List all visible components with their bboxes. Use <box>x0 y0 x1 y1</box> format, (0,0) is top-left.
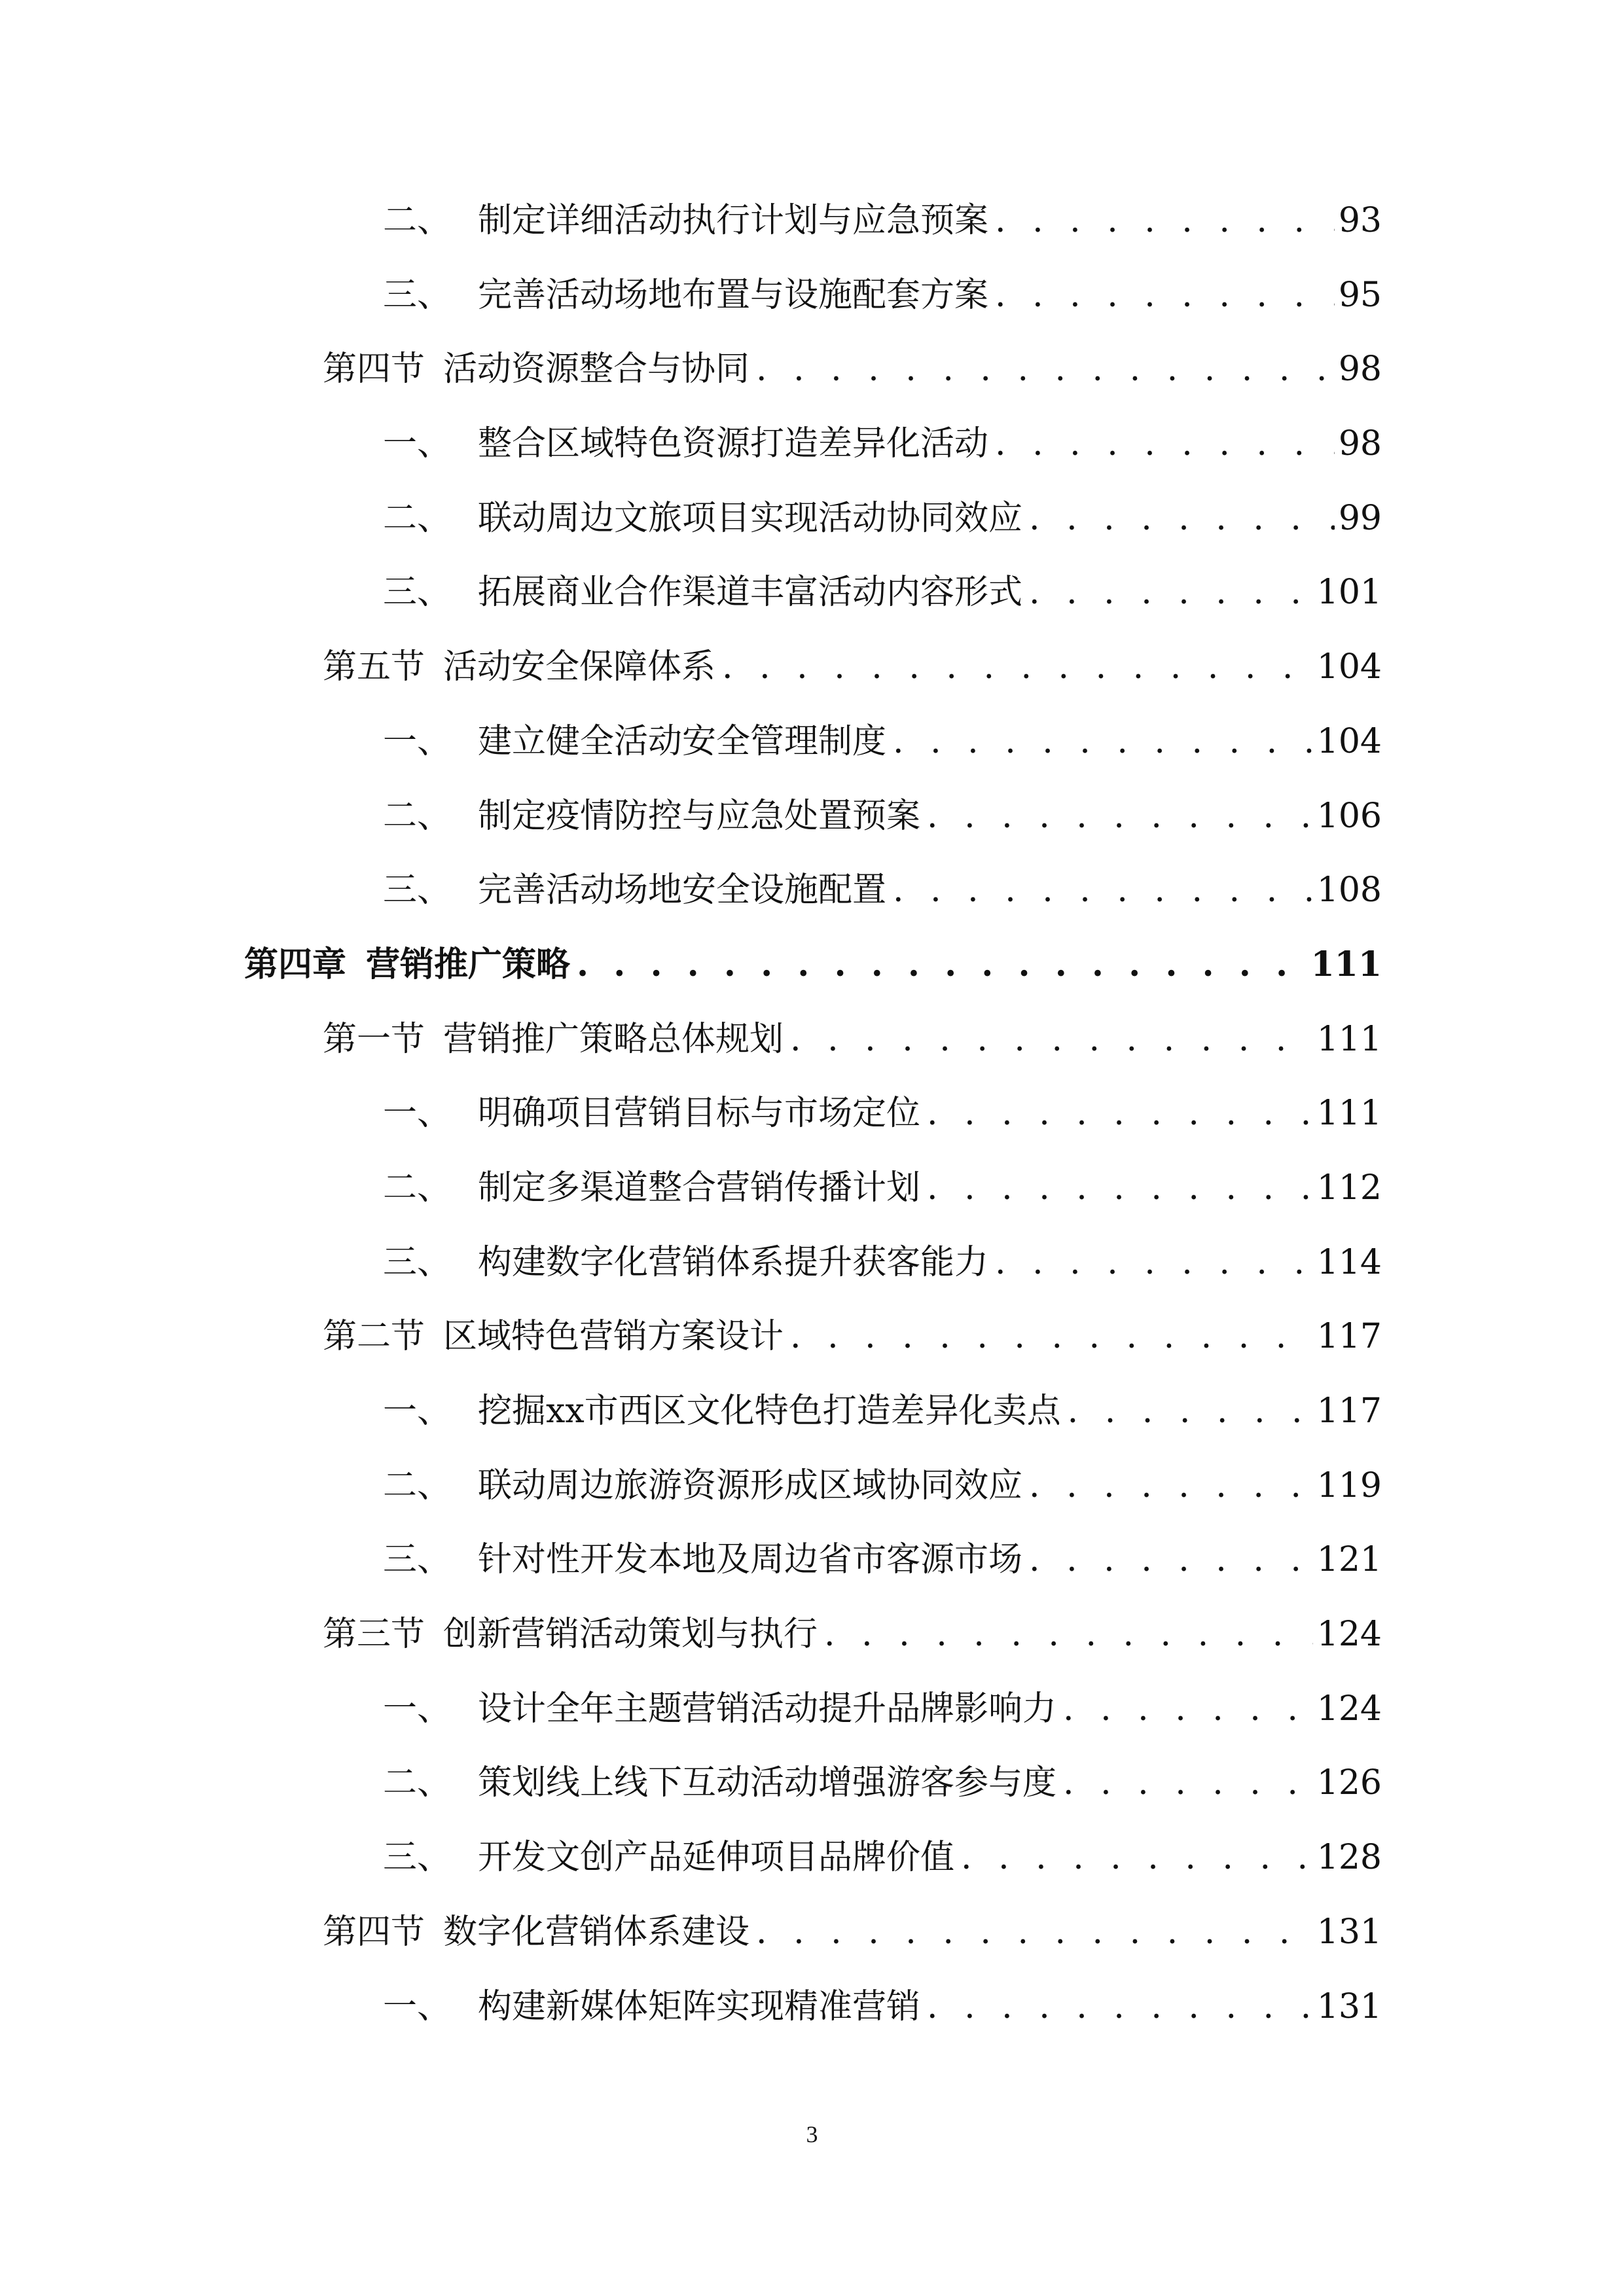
toc-entry-page: 101 <box>1316 573 1382 613</box>
toc-entry-page: 124 <box>1316 1615 1382 1655</box>
toc-entry-page: 119 <box>1316 1465 1382 1505</box>
dot-leader <box>995 266 1335 325</box>
toc-entry-number: 三、 <box>383 870 452 910</box>
toc-entry-number: 三、 <box>383 1540 452 1580</box>
toc-entry-number: 一、 <box>383 424 452 464</box>
toc-entry-title: 完善活动场地安全设施配置 <box>478 870 887 910</box>
toc-entry-page: 124 <box>1316 1689 1382 1729</box>
toc-entry-title: 挖掘xx市西区文化特色打造差异化卖点 <box>478 1391 1061 1431</box>
toc-entry-number: 一、 <box>383 1689 452 1729</box>
toc-entry-page: 99 <box>1338 498 1382 538</box>
toc-row <box>0 1903 1624 1977</box>
toc-entry-number: 三、 <box>383 573 452 613</box>
toc-entry[interactable] <box>383 1753 1382 1812</box>
toc-row <box>0 1010 1624 1085</box>
dot-leader <box>577 935 1307 994</box>
toc-entry-page: 108 <box>1316 870 1382 910</box>
dot-leader <box>756 1903 1313 1962</box>
toc-entry-page: 117 <box>1316 1317 1382 1357</box>
toc-entry[interactable] <box>383 266 1382 325</box>
toc-entry-page: 126 <box>1316 1763 1382 1803</box>
toc-entry-number: 二、 <box>383 201 452 240</box>
toc-section-entry[interactable] <box>323 637 1382 696</box>
toc-entry-title: 开发文创产品延伸项目品牌价值 <box>478 1838 955 1878</box>
dot-leader <box>995 191 1335 250</box>
toc-entry[interactable] <box>383 489 1382 548</box>
toc-entry[interactable] <box>383 1679 1382 1738</box>
toc-entry-number: 二、 <box>383 1465 452 1505</box>
dot-leader <box>995 414 1335 473</box>
dot-leader <box>824 1605 1313 1664</box>
toc-entry-number: 三、 <box>383 1242 452 1282</box>
dot-leader <box>995 1233 1313 1292</box>
toc-entry[interactable] <box>383 1158 1382 1217</box>
dot-leader <box>927 1158 1313 1217</box>
toc-row <box>0 935 1624 1010</box>
toc-entry-title: 设计全年主题营销活动提升品牌影响力 <box>478 1689 1057 1729</box>
toc-row <box>0 1828 1624 1903</box>
toc-entry-page: 121 <box>1316 1540 1382 1580</box>
dot-leader <box>722 637 1313 696</box>
toc-row <box>0 414 1624 489</box>
toc-entry[interactable] <box>383 1084 1382 1143</box>
toc-section-entry[interactable] <box>323 1307 1382 1366</box>
toc-entry[interactable] <box>383 563 1382 622</box>
toc-entry-page: 128 <box>1316 1838 1382 1878</box>
toc-row <box>0 1382 1624 1456</box>
toc-entry-title: 针对性开发本地及周边省市客源市场 <box>478 1540 1023 1580</box>
toc-entry-number: 二、 <box>383 796 452 836</box>
toc-row <box>0 1977 1624 2052</box>
toc-entry-number: 一、 <box>383 721 452 761</box>
dot-leader <box>1029 1530 1313 1589</box>
dot-leader <box>1068 1382 1313 1441</box>
toc-section-entry[interactable] <box>323 340 1382 399</box>
toc-entry-page: 98 <box>1338 424 1382 464</box>
toc-entry[interactable] <box>383 1456 1382 1515</box>
toc-entry-number: 第四章 <box>244 944 347 984</box>
toc-entry-title: 联动周边旅游资源形成区域协同效应 <box>478 1465 1023 1505</box>
toc-entry-title: 构建数字化营销体系提升获客能力 <box>478 1242 989 1282</box>
toc-entry-title: 活动资源整合与协同 <box>443 350 750 389</box>
toc-entry-title: 整合区域特色资源打造差异化活动 <box>478 424 989 464</box>
toc-row <box>0 1456 1624 1531</box>
dot-leader <box>961 1828 1313 1887</box>
dot-leader <box>790 1307 1313 1366</box>
toc-entry-page: 131 <box>1316 1986 1382 2026</box>
toc-entry-number: 第四节 <box>323 1912 425 1952</box>
toc-entry-title: 制定多渠道整合营销传播计划 <box>478 1168 921 1208</box>
toc-entry-page: 117 <box>1316 1391 1382 1431</box>
toc-row <box>0 1158 1624 1233</box>
dot-leader <box>1063 1679 1313 1738</box>
toc-row <box>0 191 1624 266</box>
dot-leader <box>790 1010 1313 1069</box>
toc-entry-title: 构建新媒体矩阵实现精准营销 <box>478 1986 921 2026</box>
toc-row <box>0 1679 1624 1754</box>
toc-row <box>0 861 1624 935</box>
toc-entry-page: 93 <box>1338 201 1382 240</box>
dot-leader <box>893 861 1313 920</box>
toc-entry-page: 111 <box>1316 1019 1382 1059</box>
toc-section-entry[interactable] <box>323 1903 1382 1962</box>
toc-entry[interactable] <box>383 1977 1382 2036</box>
toc-row <box>0 637 1624 712</box>
toc-entry-number: 一、 <box>383 1094 452 1134</box>
toc-entry-number: 一、 <box>383 1986 452 2026</box>
toc-entry-number: 二、 <box>383 498 452 538</box>
toc-entry-title: 活动安全保障体系 <box>443 647 716 687</box>
toc-row <box>0 1233 1624 1308</box>
toc-entry-number: 第二节 <box>323 1317 425 1357</box>
toc-entry-number: 第五节 <box>323 647 425 687</box>
toc-row <box>0 712 1624 787</box>
toc-entry-page: 104 <box>1316 647 1382 687</box>
dot-leader <box>927 787 1313 846</box>
dot-leader <box>927 1084 1313 1143</box>
toc-entry[interactable] <box>383 1530 1382 1589</box>
toc-row <box>0 1605 1624 1679</box>
toc-entry-page: 98 <box>1338 350 1382 389</box>
toc-section-entry[interactable] <box>323 1605 1382 1664</box>
toc-entry-number: 第一节 <box>323 1019 425 1059</box>
toc-entry-title: 数字化营销体系建设 <box>443 1912 750 1952</box>
toc-entry-page: 131 <box>1316 1912 1382 1952</box>
toc-entry-page: 111 <box>1316 1094 1382 1134</box>
toc-entry-title: 联动周边文旅项目实现活动协同效应 <box>478 498 1023 538</box>
toc-entry-page: 112 <box>1316 1168 1382 1208</box>
toc-section-entry[interactable] <box>323 1010 1382 1069</box>
toc-entry-title: 拓展商业合作渠道丰富活动内容形式 <box>478 573 1023 613</box>
page-number-footer: 3 <box>806 2121 818 2147</box>
toc-entry-title: 创新营销活动策划与执行 <box>443 1615 818 1655</box>
toc-entry-title: 营销推广策略 <box>366 944 571 984</box>
toc-entry-page: 111 <box>1310 944 1382 984</box>
toc-row <box>0 1084 1624 1158</box>
toc-row <box>0 266 1624 340</box>
toc-entry-number: 一、 <box>383 1391 452 1431</box>
toc-entry-title: 建立健全活动安全管理制度 <box>478 721 887 761</box>
toc-entry[interactable] <box>383 787 1382 846</box>
toc-entry[interactable] <box>383 1382 1382 1441</box>
toc-entry-number: 二、 <box>383 1168 452 1208</box>
toc-entry-number: 三、 <box>383 1838 452 1878</box>
toc-entry-number: 二、 <box>383 1763 452 1803</box>
toc-entry[interactable] <box>383 414 1382 473</box>
toc-entry-page: 106 <box>1316 796 1382 836</box>
toc-chapter-entry[interactable] <box>244 935 1382 994</box>
toc-row <box>0 340 1624 414</box>
dot-leader <box>893 712 1313 771</box>
toc-entry-title: 制定疫情防控与应急处置预案 <box>478 796 921 836</box>
toc-entry-title: 完善活动场地布置与设施配套方案 <box>478 275 989 315</box>
toc-row <box>0 787 1624 861</box>
dot-leader <box>1029 489 1335 548</box>
dot-leader <box>1029 563 1313 622</box>
dot-leader <box>1029 1456 1313 1515</box>
dot-leader <box>1063 1753 1313 1812</box>
toc-entry-title: 明确项目营销目标与市场定位 <box>478 1094 921 1134</box>
toc-entry[interactable] <box>383 1233 1382 1292</box>
toc-row <box>0 1307 1624 1382</box>
toc-entry-title: 制定详细活动执行计划与应急预案 <box>478 201 989 240</box>
toc-entry[interactable] <box>383 712 1382 771</box>
toc-entry-page: 114 <box>1316 1242 1382 1282</box>
dot-leader <box>927 1977 1313 2036</box>
toc-entry[interactable] <box>383 191 1382 250</box>
dot-leader <box>756 340 1335 399</box>
toc-entry-title: 区域特色营销方案设计 <box>443 1317 784 1357</box>
toc-row <box>0 489 1624 564</box>
toc-entry-title: 策划线上线下互动活动增强游客参与度 <box>478 1763 1057 1803</box>
toc-entry-title: 营销推广策略总体规划 <box>443 1019 784 1059</box>
toc-entry-page: 95 <box>1338 275 1382 315</box>
toc-entry-number: 第三节 <box>323 1615 425 1655</box>
toc-entry-number: 三、 <box>383 275 452 315</box>
toc-entry[interactable] <box>383 861 1382 920</box>
toc-row <box>0 1530 1624 1605</box>
table-of-contents <box>0 191 1624 2051</box>
toc-entry[interactable] <box>383 1828 1382 1887</box>
toc-row <box>0 1753 1624 1828</box>
toc-entry-number: 第四节 <box>323 350 425 389</box>
toc-entry-page: 104 <box>1316 721 1382 761</box>
toc-row <box>0 563 1624 637</box>
